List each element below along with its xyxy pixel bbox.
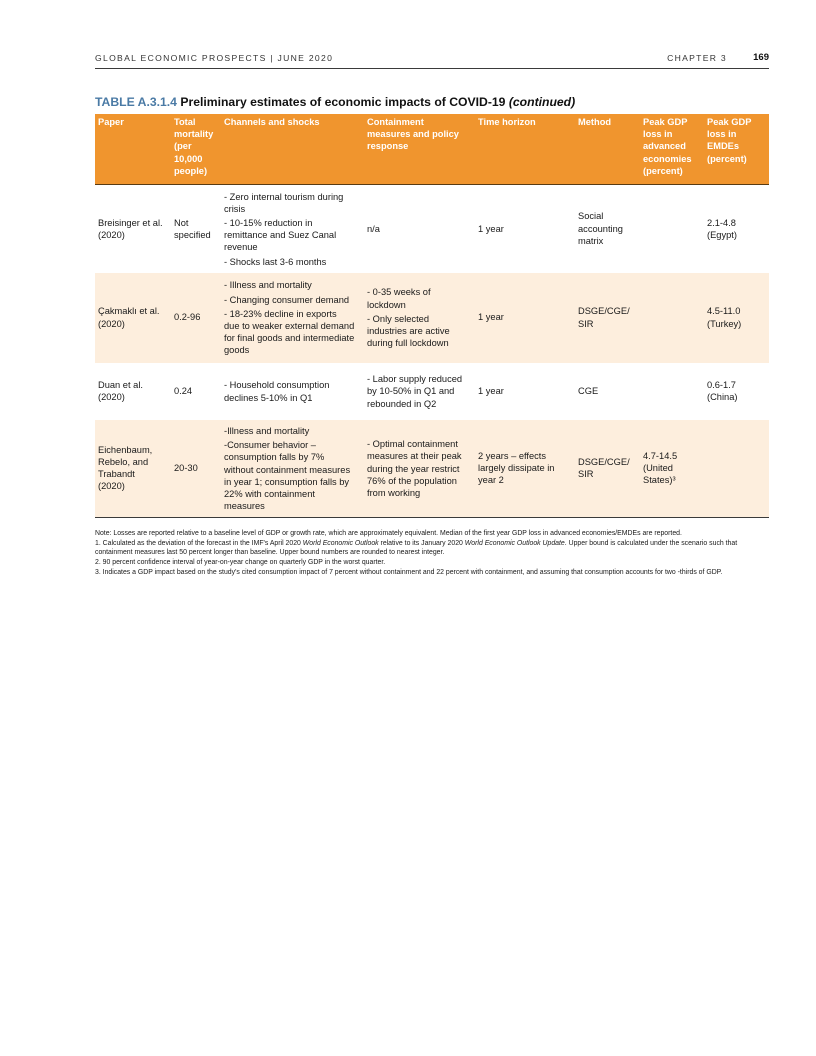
cell-channels [221,185,364,273]
cell-line: SIR [578,469,594,480]
bullet-item [367,373,472,410]
cell-line: (2020) [98,318,125,329]
cell-line: - Household consumption [224,380,330,391]
cell-line: largely dissipate in [478,463,555,474]
cell-line: - Only selected [367,313,430,324]
cell-line: (China) [707,392,738,402]
table-title-suffix: (continued) [508,95,576,109]
cell-containment [364,185,475,273]
table-number: TABLE A.3.1.4 [95,95,177,109]
col-header-peak-advanced [640,114,704,185]
cell-paper [95,185,171,273]
cell-line: EMDEs [707,141,740,152]
cell-line: during full lockdown [367,338,449,349]
cell-horizon [475,273,575,363]
cell-line: consumption falls by 7% [224,452,325,463]
publication-title: GLOBAL ECONOMIC PROSPECTS | JUNE 2020 [95,53,334,63]
bullet-item [367,286,472,310]
cell-peak-emde [704,273,769,363]
cell-peak-advanced [640,273,704,363]
cell-line: DSGE/CGE/ [578,457,630,468]
cell-line: (per [174,141,192,152]
cell-paper [95,420,171,518]
cell-line: Eichenbaum, [98,444,153,455]
impact-estimates-table [95,114,769,518]
cell-horizon [475,185,575,273]
cell-line: (2020) [98,229,125,240]
cell-line: 4.5-11.0 [707,306,741,317]
cell-line: lockdown [367,299,406,310]
cell-mortality [171,420,221,518]
cell-mortality [171,273,221,363]
cell-line: Çakmaklı et al. [98,306,160,317]
cell-line: measures and policy [367,129,459,140]
col-header-method [575,114,640,185]
bullet-item [224,379,361,403]
cell-peak-emde [704,420,769,518]
cell-line: declines 5-10% in Q1 [224,392,313,403]
col-header-peak-emde [704,114,769,185]
cell-line: -Consumer behavior – [224,440,316,451]
bullet-item [224,294,361,306]
bullet-item [224,308,361,357]
bullet-item [224,439,361,512]
cell-line: goods [224,345,250,356]
cell-line: Time horizon [478,117,536,127]
cell-line: response [367,141,409,152]
table-row [95,420,769,518]
cell-line: (percent) [643,165,683,176]
cell-line: matrix [578,235,604,246]
cell-line: Not [174,217,189,228]
col-header-mortality [171,114,221,185]
cell-line: - Zero internal tourism during [224,191,344,202]
cell-line: (percent) [707,153,747,164]
cell-line: - Optimal containment [367,439,458,450]
bullet-item [224,191,361,215]
cell-line: measures at their peak [367,451,462,462]
cell-line: SIR [578,318,594,329]
col-header-containment [364,114,475,185]
cell-line: 20-30 [174,463,198,474]
cell-line: Paper [98,117,124,127]
cell-line: Method [578,117,612,127]
bullet-item [367,223,472,235]
cell-line: by 10-50% in Q1 and [367,386,455,397]
cell-line: Breisinger et al. [98,217,163,228]
note-2: 2. 90 percent confidence interval of year-on-year change on quarterly GDP in the worst quarter. [95,558,386,566]
cell-method [575,185,640,273]
cell-line: people) [174,165,208,176]
cell-line: measures [224,501,265,512]
cell-line: (United [643,463,673,474]
cell-mortality [171,363,221,420]
bullet-item [224,279,361,291]
cell-line: loss in [707,129,737,140]
cell-line: specified [174,229,211,240]
cell-paper [95,273,171,363]
cell-line: 4.7-14.5 [643,450,678,461]
table-row [95,185,769,273]
cell-peak-emde [704,185,769,273]
col-header-channels [221,114,364,185]
cell-line: 1 year [478,223,504,234]
running-header [95,52,769,69]
cell-line: n/a [367,224,380,235]
cell-line: for final goods and intermediate [224,333,355,344]
cell-mortality [171,185,221,273]
cell-line: from working [367,488,421,499]
cell-line: - 0-35 weeks of [367,287,431,298]
cell-line: 0.2-96 [174,312,201,323]
cell-line: 2.1-4.8 [707,217,736,228]
cell-line: loss in [643,129,673,140]
cell-line: mortality [174,129,214,140]
bullet-item [224,425,361,437]
chapter-label: CHAPTER 3 [667,53,727,63]
cell-line: Trabandt [98,469,135,480]
cell-line: accounting [578,223,623,234]
cell-peak-advanced [640,363,704,420]
cell-line: economies [643,153,692,164]
bullet-item [367,313,472,350]
cell-line: DSGE/CGE/ [578,306,630,317]
col-header-paper [95,114,171,185]
table-title-text: Preliminary estimates of economic impacts of COVID-19 [180,95,506,109]
cell-line: 10,000 [174,153,203,164]
cell-method [575,273,640,363]
cell-line: revenue [224,242,258,253]
cell-containment [364,363,475,420]
cell-channels [221,363,364,420]
bullet-item [367,438,472,499]
cell-line: rebounded in Q2 [367,398,437,409]
cell-line: remittance and Suez Canal [224,230,337,241]
note-general: Note: Losses are reported relative to a baseline level of GDP or growth rate, which are approximately equivalent. Median of the first year GDP loss in advanced economies/EMDEs are reported. [95,530,682,537]
cell-line: 22% with containment [224,489,315,500]
cell-line: Peak GDP [643,117,688,127]
cell-line: Social [578,211,604,222]
table-title [95,95,575,109]
cell-line: Duan et al. [98,379,143,390]
cell-line: (2020) [98,392,125,402]
cell-peak-advanced [640,420,704,518]
cell-peak-emde [704,363,769,420]
cell-containment [364,420,475,518]
cell-line: -Illness and mortality [224,426,310,437]
cell-line: Total [174,117,196,127]
table-row [95,363,769,420]
cell-line: year 2 [478,475,504,486]
cell-channels [221,273,364,363]
cell-line: due to weaker external demand [224,321,355,331]
cell-method [575,420,640,518]
cell-paper [95,363,171,420]
cell-line: States)³ [643,475,676,486]
cell-line: (2020) [98,481,125,492]
cell-line: industries are active [367,326,450,337]
col-header-horizon [475,114,575,185]
cell-line: 76% of the population [367,475,457,486]
table-notes [95,530,773,579]
cell-line: 1 year [478,312,504,323]
note-1: 1. Calculated as the deviation of the forecast in the IMF's April 2020 World Economic Outlook relative to its January 2020 World Economic Outlook Update. Upper bound is calculated under the scenario such that containment measures last 50 percent longer than baseline. Upper bound numbers are rounded to nearest integer. [95,540,738,556]
cell-line: 1 year [478,385,504,396]
cell-line: 0.6-1.7 [707,379,736,390]
cell-line: Channels and shocks [224,117,320,127]
cell-line: - Changing consumer demand [224,294,350,305]
table-header-row [95,114,769,185]
cell-line: - Illness and mortality [224,280,312,291]
cell-line: Rebelo, and [98,457,149,468]
cell-line: advanced [643,141,686,152]
cell-method [575,363,640,420]
cell-horizon [475,363,575,420]
cell-line: - 10-15% reduction in [224,218,313,229]
cell-peak-advanced [640,185,704,273]
bullet-item [224,256,361,268]
cell-line: (Egypt) [707,229,737,240]
cell-line: crisis [224,203,246,214]
bullet-item [224,217,361,254]
cell-line: in year 1; consumption falls by [224,476,350,487]
page-number: 169 [753,52,769,63]
cell-line: Containment [367,117,424,127]
cell-line: CGE [578,385,599,396]
cell-line: - 18-23% decline in exports [224,308,337,319]
cell-horizon [475,420,575,518]
cell-line: - Shocks last 3-6 months [224,256,327,267]
table-row [95,273,769,363]
cell-containment [364,273,475,363]
cell-line: 2 years – effects [478,450,547,461]
cell-line: - Labor supply reduced [367,374,463,385]
cell-line: Peak GDP [707,117,752,127]
cell-line: (Turkey) [707,318,742,329]
cell-line: without containment measures [224,464,351,475]
cell-line: during the year restrict [367,463,460,474]
cell-line: 0.24 [174,385,193,396]
cell-channels [221,420,364,518]
note-3: 3. Indicates a GDP impact based on the study's cited consumption impact of 7 percent without containment and 22 percent with containment, and assuming that consumption accounts for two -thirds of GDP. [95,568,723,576]
